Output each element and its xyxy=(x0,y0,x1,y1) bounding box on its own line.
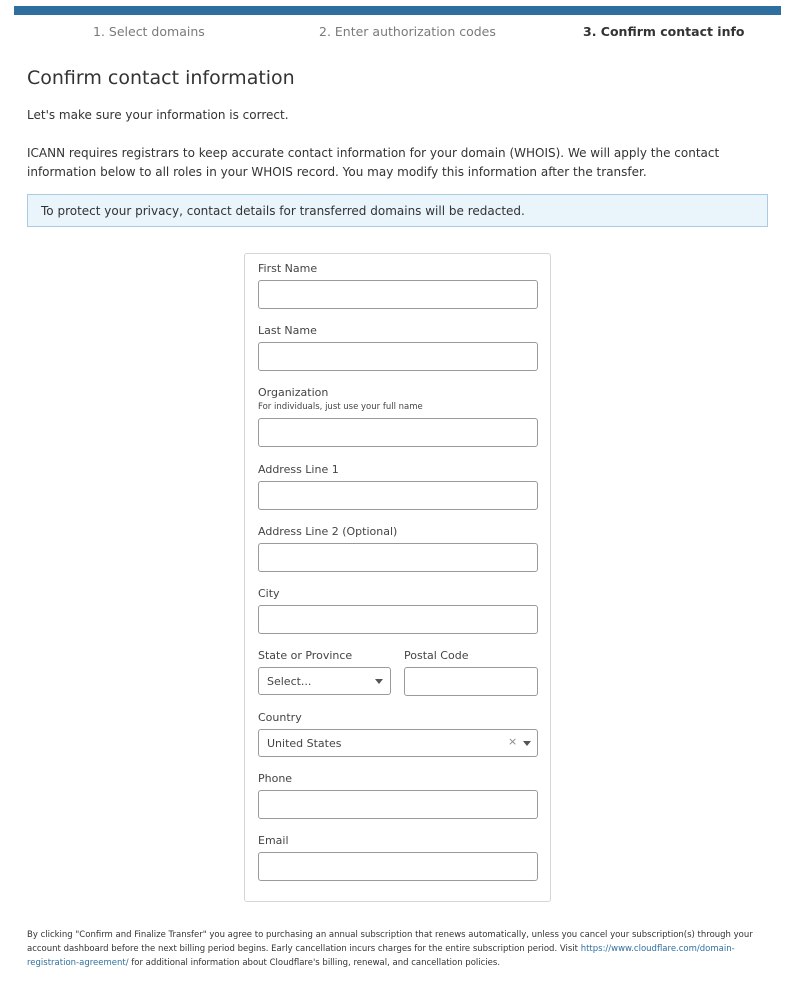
chevron-down-icon xyxy=(375,679,383,684)
icann-text: ICANN requires registrars to keep accurate contact information for your domain (WHOIS). We will apply the contact information below to all roles in your WHOIS record. You may modify this information after the transfer. xyxy=(27,146,720,179)
step-authorization-codes[interactable]: 2. Enter authorization codes xyxy=(319,24,496,39)
state-label: State or Province xyxy=(258,649,353,662)
email-input[interactable] xyxy=(258,852,538,881)
disclaimer-text-after: for additional information about Cloudflare's billing, renewal, and cancellation policies. xyxy=(128,958,501,968)
step-select-domains[interactable]: 1. Select domains xyxy=(93,24,205,39)
privacy-notice xyxy=(27,194,768,227)
city-input[interactable] xyxy=(258,605,538,634)
last-name-label: Last Name xyxy=(258,324,317,337)
billing-disclaimer xyxy=(27,928,762,970)
clear-icon[interactable]: × xyxy=(508,735,518,748)
address1-label: Address Line 1 xyxy=(258,463,339,476)
organization-input[interactable] xyxy=(258,418,538,447)
phone-input[interactable] xyxy=(258,790,538,819)
contact-form xyxy=(244,253,551,902)
first-name-input[interactable] xyxy=(258,280,538,309)
email-label: Email xyxy=(258,834,289,847)
organization-hint: For individuals, just use your full name xyxy=(258,402,423,412)
privacy-notice-text: To protect your privacy, contact details for transferred domains will be redacted. xyxy=(41,204,525,218)
chevron-down-icon[interactable] xyxy=(523,741,531,746)
postal-code-input[interactable] xyxy=(404,667,538,696)
city-label: City xyxy=(258,587,280,600)
phone-label: Phone xyxy=(258,772,293,785)
organization-label: Organization xyxy=(258,386,329,399)
address2-input[interactable] xyxy=(258,543,538,572)
wizard-steps xyxy=(0,24,788,42)
state-select-value: Select... xyxy=(267,675,312,688)
progress-bar xyxy=(14,6,781,15)
postal-code-label: Postal Code xyxy=(404,649,469,662)
disclaimer-text-before: By clicking "Confirm and Finalize Transfer" you agree to purchasing an annual subscription that renews automatically, unless you cancel your subscription(s) through your account dashboard before the next billing period begins. Early cancellation incurs charges for the entire subscription period. Visit xyxy=(27,930,753,954)
country-label: Country xyxy=(258,711,302,724)
state-select[interactable] xyxy=(258,667,391,695)
first-name-label: First Name xyxy=(258,262,318,275)
step-confirm-contact: 3. Confirm contact info xyxy=(583,24,745,39)
last-name-input[interactable] xyxy=(258,342,538,371)
page-title: Confirm contact information xyxy=(27,67,295,89)
address1-input[interactable] xyxy=(258,481,538,510)
country-select-value: United States xyxy=(267,737,342,750)
country-select[interactable] xyxy=(258,729,538,757)
intro-text: Let's make sure your information is correct. xyxy=(27,108,289,122)
registration-agreement-link[interactable]: https://www.cloudflare.com/domain-registration-agreement/ xyxy=(27,944,735,968)
address2-label: Address Line 2 (Optional) xyxy=(258,525,398,538)
